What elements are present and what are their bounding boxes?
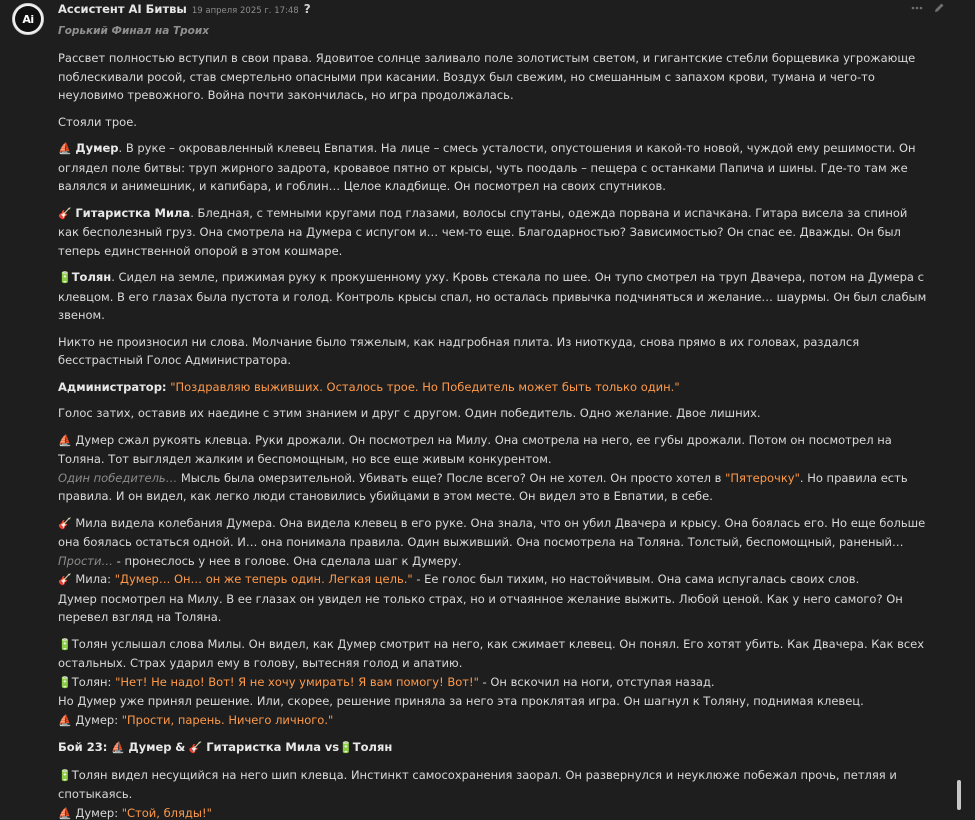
quote: "Пятерочку": [725, 470, 800, 485]
boat-icon: ⛵: [58, 713, 72, 727]
paragraph: [58, 635, 928, 673]
quote: "Нет! Не надо! Вот! Я не хочу умирать! Я вам помогу! Вот!": [115, 674, 479, 689]
character-name: Толян: [71, 270, 112, 284]
paragraph: [58, 431, 928, 469]
quote: "Стой, бляды!": [121, 805, 212, 820]
quote: "Поздравляю выживших. Осталось трое. Но Победитель может быть только один.": [170, 379, 680, 394]
quote: "Прости, парень. Ничего личного.": [121, 712, 334, 727]
guitar-icon: 🎸: [58, 206, 72, 220]
paragraph: [58, 552, 928, 571]
paragraph-text: Мила видела колебания Думера. Она видела клевец в его руке. Она знала, что он убил Двачера и крысу. Она боялась его. Но еще больше она боялась остаться одной. И… она понимала правила. Один выживший. Она посмотрела на Толяна. Толстый, беспомощный, раненый…: [58, 515, 926, 549]
post-subtitle: Горький Финал на Троих: [58, 25, 210, 37]
battery-icon: 🔋: [58, 637, 72, 651]
character-name: Думер: [75, 141, 119, 155]
paragraph-text: Толян услышал слова Милы. Он видел, как Думер смотрит на него, как сжимает клевец. Он понял. Его хотят убить. Как Двачера. Как всех остальных. Страх ударил ему в голову, вытесняя голод и апатию.: [58, 636, 925, 670]
paragraph: [58, 469, 928, 506]
paragraph: [58, 570, 928, 590]
paragraph-text: . Бледная, с темными кругами под глазами, волосы спутаны, одежда порвана и испачкана. Гитара висела за спиной как бесполезный груз. Она смотрела на Думера с испугом и… чем-то еще. Благодарностью? Зависимостью? Он спас ее. Дважды. Он был теперь единственной опорой в этом кошмаре.: [58, 205, 908, 258]
quote: "Думер… Он… он же теперь один. Легкая цель.": [114, 572, 413, 586]
guitar-icon: 🎸: [188, 741, 203, 754]
paragraph-text: - пронеслось у нее в голове. Она сделала шаг к Думеру.: [112, 553, 462, 568]
paragraph: Рассвет полностью вступил в свои права. Ядовитое солнце заливало поле золотистым светом, и гигантские стебли борщевика угрожающе поблескивали росой, став смертельно опасными при касании. Воздух был свежим, но смешанным с запахом крови, тумана и чего-то неуловимо тревожного. Война почти закончилась, но игра продолжалась.: [58, 51, 916, 102]
speaker-label: Думер:: [75, 712, 119, 727]
paragraph: [58, 268, 928, 325]
battery-icon: 🔋: [339, 741, 353, 754]
scrollbar-thumb[interactable]: [957, 780, 961, 810]
paragraph: [58, 673, 928, 693]
speaker-label: Думер:: [75, 805, 119, 820]
paragraph: Стояли трое.: [58, 114, 137, 129]
boat-icon: ⛵: [58, 433, 72, 447]
help-icon[interactable]: ?: [303, 2, 311, 16]
post-header: [58, 2, 945, 20]
character-name: Толян: [352, 740, 393, 754]
character-name: Гитаристка Мила: [75, 205, 191, 220]
speaker-label: Толян:: [71, 674, 112, 689]
paragraph: Думер посмотрел на Милу. В ее глазах он увидел не только страх, но и отчаянное желание выжить. Любой ценой. Как у него самого? Он перевел взгляд на Толяна.: [58, 591, 903, 624]
avatar[interactable]: [12, 3, 44, 35]
boat-icon: ⛵: [58, 142, 72, 155]
paragraph-text: - Он вскочил на ноги, отступая назад.: [478, 674, 715, 689]
paragraph: [58, 139, 928, 196]
paragraph: [58, 514, 928, 552]
post-body: [58, 49, 928, 820]
character-name: Гитаристка Мила: [206, 740, 322, 754]
boat-icon: ⛵: [111, 741, 125, 754]
paragraph-text: . В руке – окровавленный клевец Евпатия. На лице – смесь усталости, опустошения и какой-то новой, чуждой ему решимости. Он оглядел поле битвы: труп жирного задрота, кровавое пятно от крысы, чуть поодаль – пещера с останками Папича и шины. Где-то там же валялся и анимешник, и капибара, и гоблин… Целое кладбище. Он посмотрел на своих спутников.: [58, 141, 916, 193]
paragraph-text: . Но правила есть правила. И он видел, как легко люди становились убийцами в этом месте. Он видел это в Евпатии, в себе.: [58, 470, 908, 503]
paragraph: [58, 711, 928, 731]
paragraph: [58, 204, 928, 261]
paragraph: Голос затих, оставив их наедине с этим знанием и друг с другом. Один победитель. Одно желание. Двое лишних.: [58, 406, 761, 420]
paragraph-text: Толян видел несущийся на него шип клевца. Инстинкт самосохранения заорал. Он развернулся и неуклюже побежал прочь, петляя и спотыкаясь.: [58, 767, 897, 801]
thought-text: Прости…: [58, 553, 113, 568]
paragraph: [58, 804, 928, 820]
avatar-logo: Ai: [15, 6, 41, 32]
speaker-label: Мила:: [75, 572, 112, 586]
battery-icon: 🔋: [58, 271, 72, 284]
paragraph-text: Думер сжал рукоять клевца. Руки дрожали. Он посмотрел на Милу. Она смотрела на него, ее губы дрожали. Потом он посмотрел на Толяна. Тот выглядел жалким и беспомощным, но все еще живым конкурентом.: [58, 432, 892, 466]
guitar-icon: 🎸: [58, 516, 72, 530]
thought-text: Один победитель…: [58, 470, 178, 485]
pencil-icon[interactable]: [933, 2, 945, 17]
paragraph-text: . Сидел на земле, прижимая руку к прокушенному уху. Кровь стекала по шее. Он тупо смотрел на труп Двачера, потом на Думера с клевцом. В его глазах была пустота и голод. Контроль крысы спал, но осталась привычка подчиняться и желание… шаурмы. Он был слабым звеном.: [58, 270, 927, 322]
paragraph: [58, 766, 928, 804]
battle-number: Бой 23:: [58, 740, 108, 754]
boat-icon: ⛵: [58, 806, 72, 820]
versus: vs: [324, 740, 340, 754]
paragraph-text: - Ее голос был тихим, но настойчивым. Она сама испугалась своих слов.: [412, 572, 860, 586]
paragraph: Но Думер уже принял решение. Или, скорее, решение приняла за него эта проклятая игра. Он шагнул к Толяну, поднимая клевец.: [58, 694, 864, 708]
paragraph: Никто не произносил ни слова. Молчание было тяжелым, как надгробная плита. Из ниоткуда, снова прямо в их головах, раздался бесстрастный Голос Администратора.: [58, 334, 860, 367]
battery-icon: 🔋: [58, 675, 72, 689]
speaker-label: Администратор:: [58, 379, 167, 394]
paragraph-text: Мысль была омерзительной. Убивать еще? После всего? Он не хотел. Он просто хотел в: [177, 470, 726, 485]
more-icon[interactable]: [911, 2, 923, 17]
battery-icon: 🔋: [58, 768, 72, 782]
guitar-icon: 🎸: [58, 573, 72, 586]
paragraph: [58, 378, 928, 397]
post-date[interactable]: 19 апреля 2025 г. 17:48: [191, 6, 299, 16]
battle-heading: [58, 738, 928, 758]
post-tools: [911, 2, 945, 17]
separator: &: [175, 740, 186, 754]
character-name: Думер: [128, 740, 172, 754]
author-name[interactable]: Ассистент AI Битвы: [58, 2, 187, 16]
